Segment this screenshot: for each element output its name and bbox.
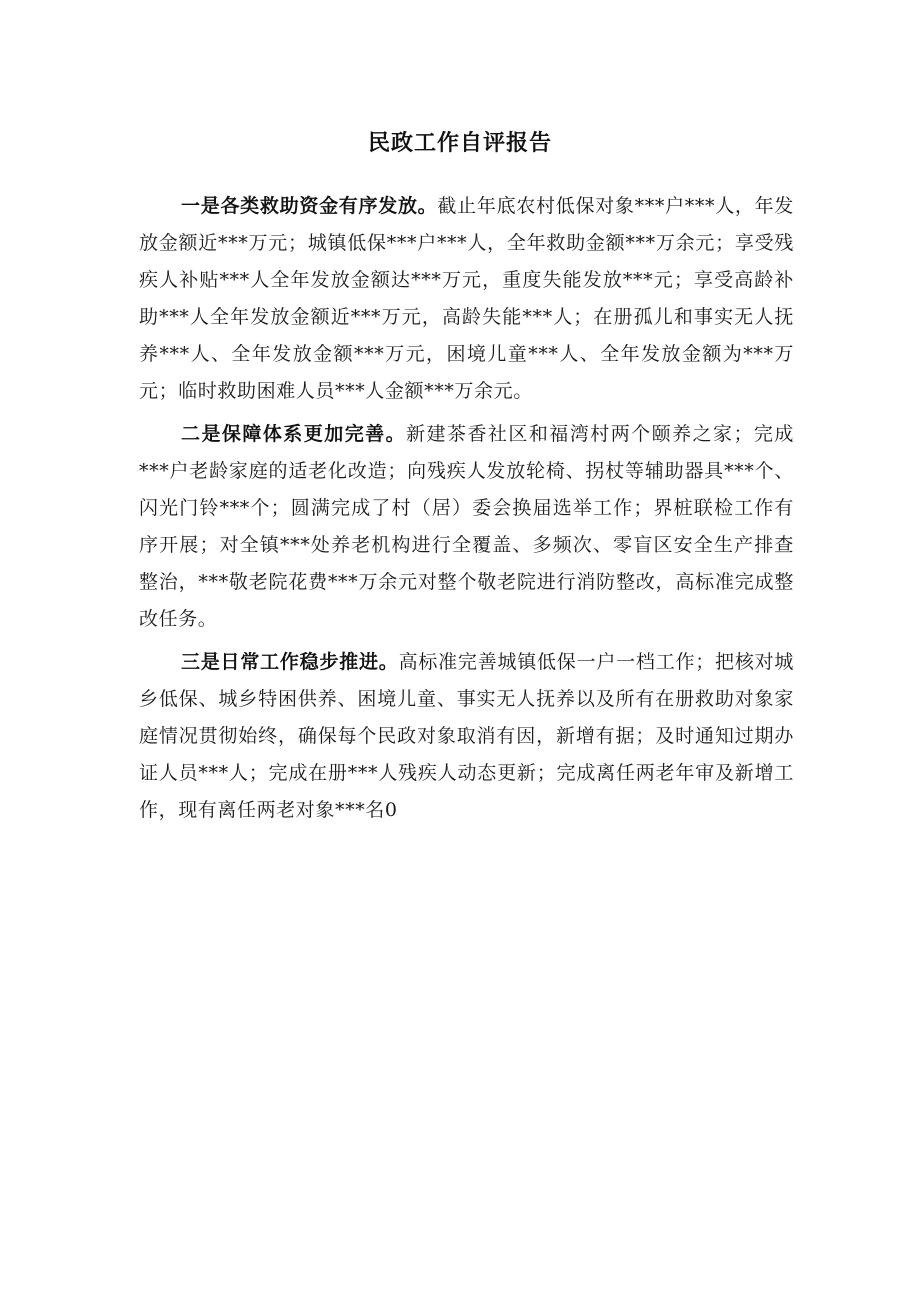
paragraph-security-system [139, 416, 794, 638]
paragraph-daily-work [139, 644, 794, 829]
document-body [139, 188, 794, 835]
paragraph-text: 截止年底农村低保对象***户***人，年发放金额近***万元；城镇低保***户***人，全年救助金额***万余元；享受残疾人补贴***人全年发放金额达***万元，重度失能发放***元；享受高龄补助***人全年发放金额近***万元，高龄失能***人；在册孤儿和事实无人抚养***人、全年发放金额***万元，困境儿童***人、全年发放金额为***万元；临时救助困难人员***人金额***万余元。 [139, 195, 794, 402]
document-title: 民政工作自评报告 [367, 131, 552, 156]
paragraph-lead: 二是保障体系更加完善。 [181, 423, 407, 445]
paragraph-lead: 一是各类救助资金有序发放。 [181, 195, 438, 217]
paragraph-text: 新建茶香社区和福湾村两个颐养之家；完成***户老龄家庭的适老化改造；向残疾人发放轮椅、拐杖等辅助器具***个、闪光门铃***个；圆满完成了村（居）委会换届选举工作；界桩联检工作有序开展；对全镇***处养老机构进行全覆盖、多频次、零盲区安全生产排查整治，***敬老院花费***万余元对整个敬老院进行消防整改，高标准完成整改任务。 [139, 423, 794, 630]
paragraph-text: 高标准完善城镇低保一户一档工作；把核对城乡低保、城乡特困供养、困境儿童、事实无人抚养以及所有在册救助对象家庭情况贯彻始终，确保每个民政对象取消有因，新增有据；及时通知过期办证人员***人；完成在册***人残疾人动态更新；完成离任两老年审及新增工作，现有离任两老对象***名0 [139, 651, 794, 821]
paragraph-relief-funds [139, 188, 794, 410]
paragraph-lead: 三是日常工作稳步推进。 [181, 651, 399, 673]
